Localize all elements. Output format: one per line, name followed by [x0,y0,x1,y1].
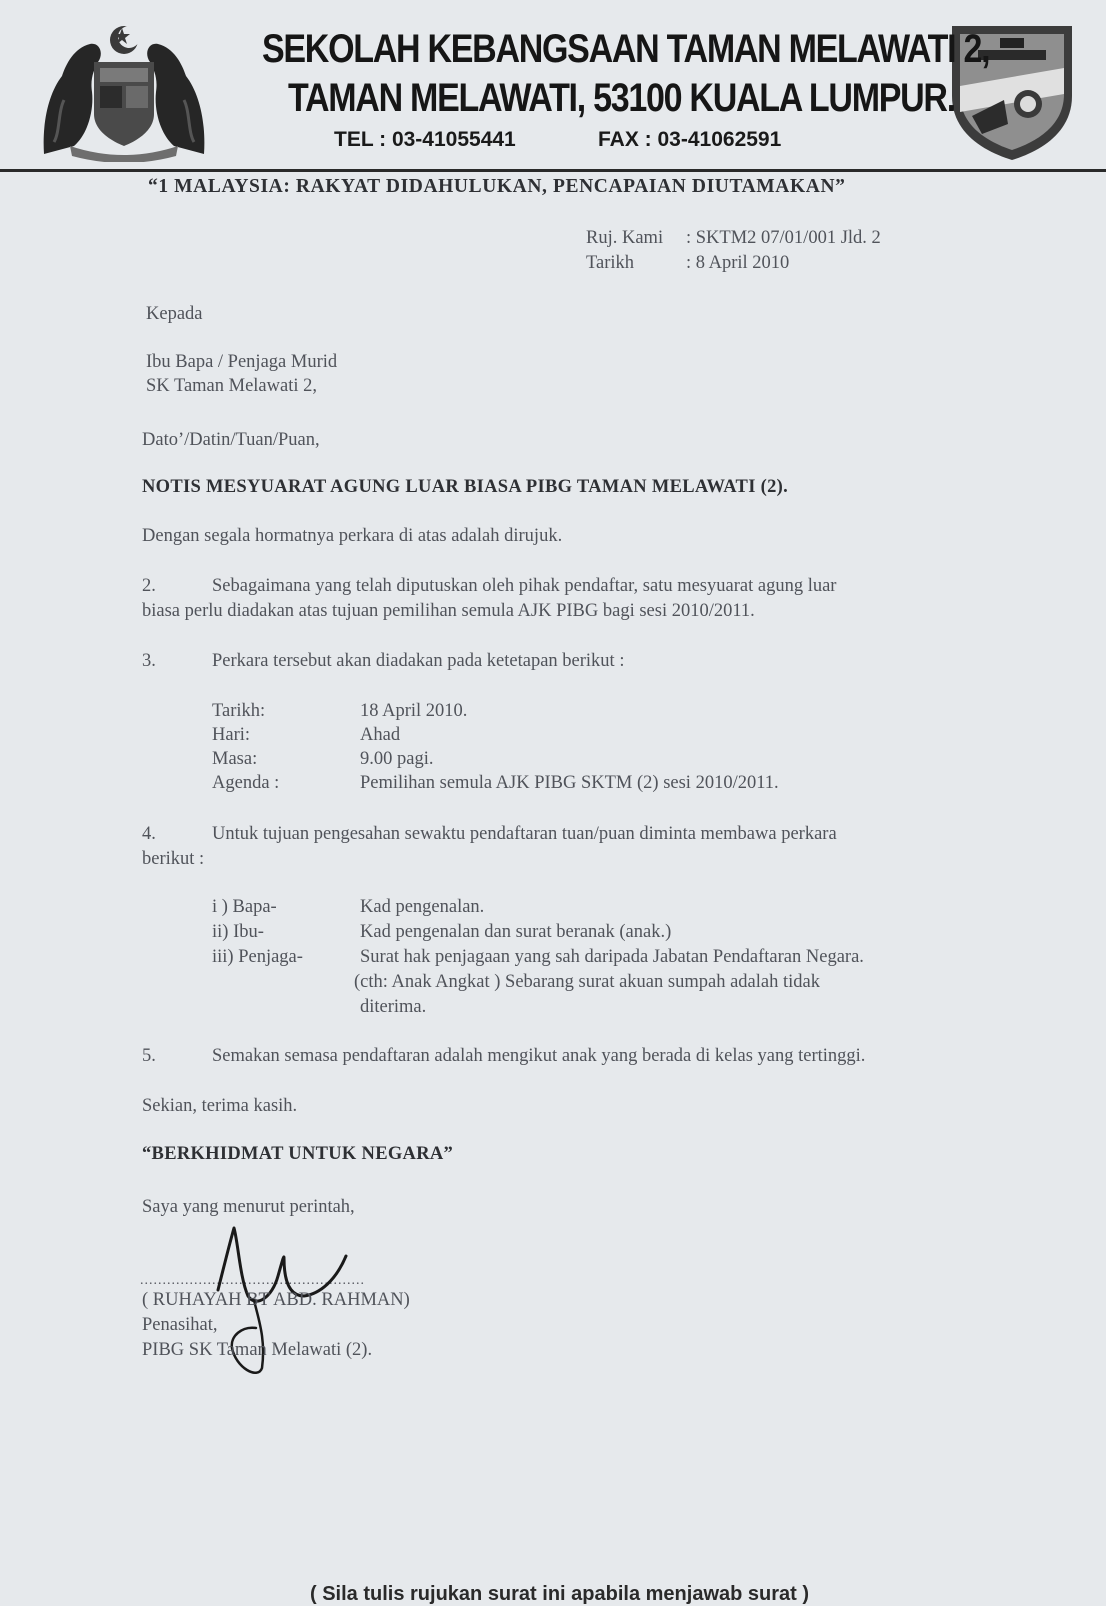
national-slogan: “1 MALAYSIA: RAKYAT DIDAHULUKAN, PENCAPAIAN DIUTAMAKAN” [148,176,846,197]
item-continuation-line2: diterima. [360,997,427,1017]
para4-number: 4. [142,824,156,844]
para2-number: 2. [142,576,156,596]
item-continuation-line1: (cth: Anak Angkat ) Sebarang surat akuan sumpah adalah tidak [354,972,820,992]
letter-subject: NOTIS MESYUARAT AGUNG LUAR BIASA PIBG TAMAN MELAWATI (2). [142,477,789,497]
detail-value: 18 April 2010. [360,701,468,721]
recipient-line1: Ibu Bapa / Penjaga Murid [146,352,338,372]
detail-value: Pemilihan semula AJK PIBG SKTM (2) sesi 2010/2011. [360,773,779,793]
date-label: Tarikh [586,253,635,273]
coat-of-arms-emblem [34,14,214,162]
closing-yours: Saya yang menurut perintah, [142,1197,355,1217]
closing-thanks: Sekian, terima kasih. [142,1096,298,1116]
detail-label: Tarikh: [212,701,266,721]
para4-line2: berikut : [142,849,205,869]
school-fax: FAX : 03-41062591 [598,128,782,151]
item-value: Kad pengenalan dan surat beranak (anak.) [360,922,672,942]
school-address-line2: TAMAN MELAWATI, 53100 KUALA LUMPUR. [288,76,955,120]
detail-value: Ahad [360,725,401,745]
item-label: ii) Ibu- [212,922,264,942]
detail-value: 9.00 pagi. [360,749,434,769]
para2-line2: biasa perlu diadakan atas tujuan pemilihan semula AJK PIBG bagi sesi 2010/2011. [142,601,755,621]
letter-date: : 8 April 2010 [686,253,790,273]
para3-text: Perkara tersebut akan diadakan pada ketetapan berikut : [212,651,625,671]
reference-number: : SKTM2 07/01/001 Jld. 2 [686,228,881,248]
recipient-line2: SK Taman Melawati 2, [146,376,317,396]
para5-text: Semakan semasa pendaftaran adalah mengikut anak yang berada di kelas yang tertinggi. [212,1046,866,1066]
signatory-organization: PIBG SK Taman Melawati (2). [142,1340,373,1360]
para3-number: 3. [142,651,156,671]
closing-motto: “BERKHIDMAT UNTUK NEGARA” [142,1144,454,1164]
para4-line1: Untuk tujuan pengesahan sewaktu pendaftaran tuan/puan diminta membawa perkara [212,824,837,844]
para2-line1: Sebagaimana yang telah diputuskan oleh pihak pendaftar, satu mesyuarat agung luar [212,576,837,596]
detail-label: Hari: [212,725,251,745]
school-telephone: TEL : 03-41055441 [334,128,516,151]
para5-number: 5. [142,1046,156,1066]
opening-line: Dengan segala hormatnya perkara di atas adalah dirujuk. [142,526,563,546]
signatory-title: Penasihat, [142,1315,218,1335]
item-label: iii) Penjaga- [212,947,303,967]
salutation: Dato’/Datin/Tuan/Puan, [142,430,320,450]
item-label: i ) Bapa- [212,897,277,917]
reply-reference-note: ( Sila tulis rujukan surat ini apabila menjawab surat ) [310,1583,810,1605]
signatory-name: ( RUHAYAH BT ABD. RAHMAN) [142,1290,410,1310]
item-value: Surat hak penjagaan yang sah daripada Jabatan Pendaftaran Negara. [360,947,864,967]
item-value: Kad pengenalan. [360,897,485,917]
recipient-kepada: Kepada [146,304,203,324]
detail-label: Agenda : [212,773,280,793]
header-divider [0,169,1106,172]
signature-dots: .................................................. [140,1273,365,1288]
reference-label: Ruj. Kami [586,228,664,248]
school-name-line1: SEKOLAH KEBANGSAAN TAMAN MELAWATI 2, [262,27,990,71]
detail-label: Masa: [212,749,258,769]
